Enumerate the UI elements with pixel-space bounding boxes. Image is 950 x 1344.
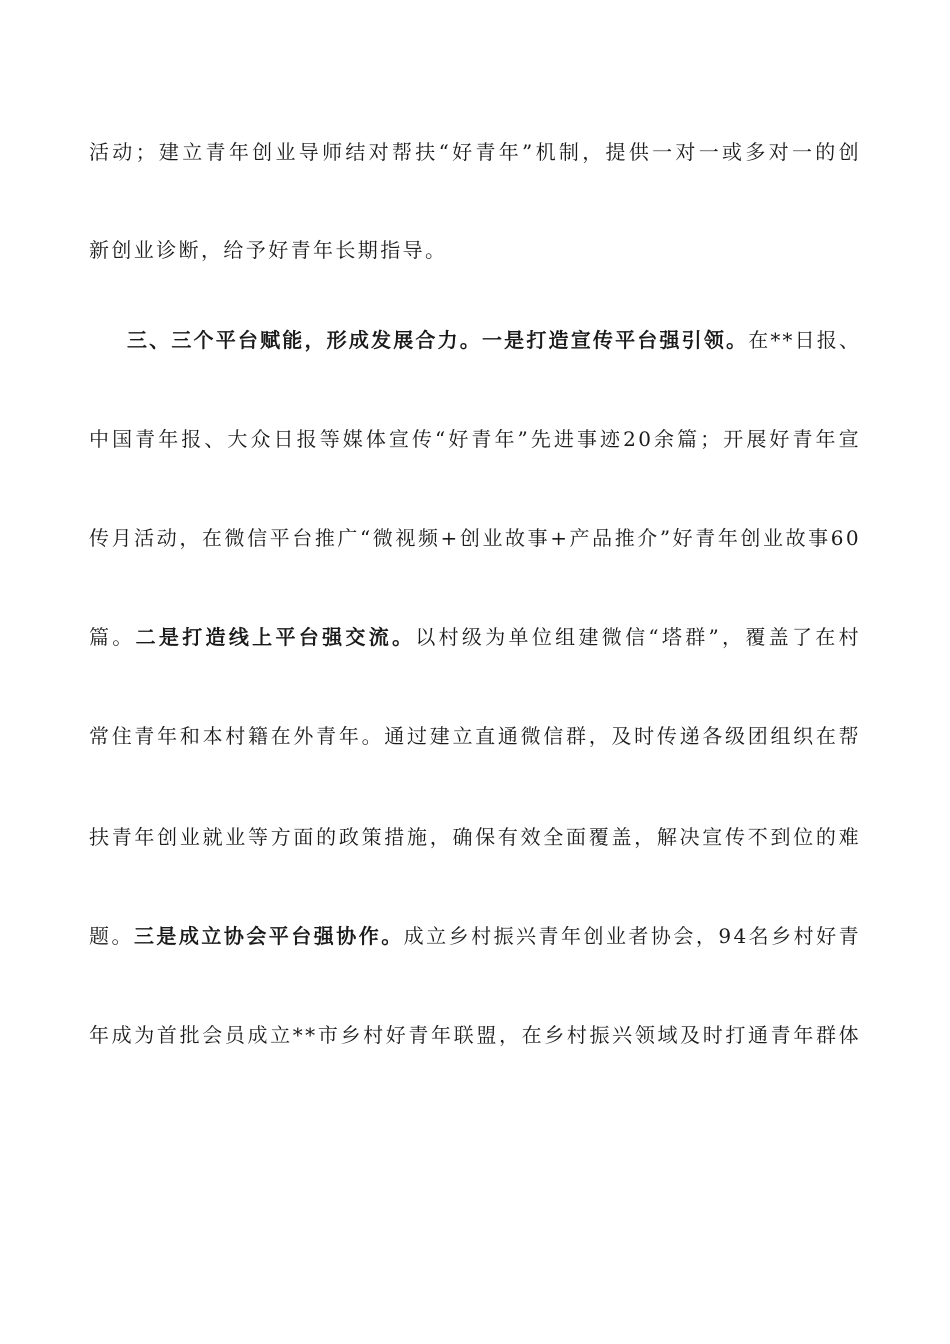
text-run: 常住青年和本村籍在外青年。通过建立直通微信群，及时传递各级团组织在帮 <box>89 724 861 748</box>
subheading-bold: 二是打造线上平台强交流。 <box>135 625 416 649</box>
paragraph-line-10 <box>89 1021 861 1049</box>
paragraph-line-7 <box>89 722 861 750</box>
text-run: 扶青年创业就业等方面的政策措施，确保有效全面覆盖，解决宣传不到位的难 <box>89 825 861 849</box>
paragraph-line-5 <box>89 524 861 552</box>
text-run: 篇。 <box>89 625 136 649</box>
section-heading-line <box>127 326 861 354</box>
text-run: 传月活动，在微信平台推广“微视频+创业故事+产品推介”好青年创业故事60 <box>89 526 861 550</box>
subheading-bold: 三是成立协会平台强协作。 <box>133 924 404 948</box>
paragraph-line-2 <box>89 236 861 264</box>
section-heading-bold: 三、三个平台赋能，形成发展合力。一是打造宣传平台强引领。 <box>127 328 749 352</box>
text-run: 成立乡村振兴青年创业者协会，94名乡村好青 <box>403 924 861 948</box>
text-run: 中国青年报、大众日报等媒体宣传“好青年”先进事迹20余篇；开展好青年宣 <box>89 427 861 451</box>
text-run: 年成为首批会员成立**市乡村好青年联盟，在乡村振兴领域及时打通青年群体 <box>89 1023 861 1047</box>
text-run: 新创业诊断，给予好青年长期指导。 <box>89 238 448 262</box>
paragraph-line-6 <box>89 623 861 651</box>
text-run: 以村级为单位组建微信“塔群”，覆盖了在村 <box>415 625 861 649</box>
paragraph-line-8 <box>89 823 861 851</box>
paragraph-line-4 <box>89 425 861 453</box>
paragraph-line-9 <box>89 922 861 950</box>
text-run: 在**日报、 <box>748 328 861 352</box>
text-run: 活动；建立青年创业导师结对帮扶“好青年”机制，提供一对一或多对一的创 <box>89 140 861 164</box>
paragraph-line-1 <box>89 138 861 166</box>
text-run: 题。 <box>89 924 134 948</box>
